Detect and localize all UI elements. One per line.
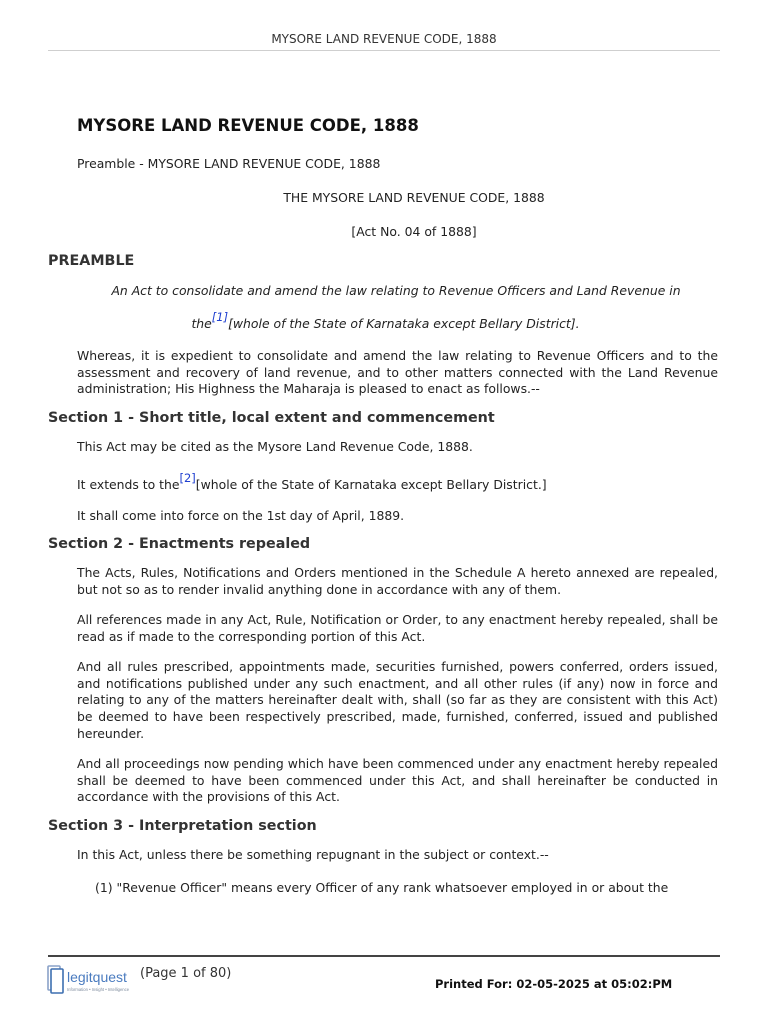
footer-divider bbox=[48, 955, 720, 957]
document-body bbox=[48, 118, 718, 897]
preamble-line-2-suffix: [whole of the State of Karnataka except Bellary District]. bbox=[228, 315, 580, 331]
logo-tagline: Information • Insight • Intelligence bbox=[67, 987, 130, 992]
section-1-heading: Section 1 - Short title, local extent and commencement bbox=[48, 409, 495, 426]
section-2-para-1: The Acts, Rules, Notifications and Orders mentioned in the Schedule A hereto annexed are repealed, but not so as to render invalid anything done in accordance with any of them. bbox=[77, 564, 718, 597]
section-1-para-1: This Act may be cited as the Mysore Land Revenue Code, 1888. bbox=[77, 438, 473, 454]
preamble-line-1: An Act to consolidate and amend the law relating to Revenue Officers and Land Revenue in bbox=[111, 282, 681, 298]
preamble-heading: PREAMBLE bbox=[48, 253, 135, 270]
section-2-para-3: And all rules prescribed, appointments made, securities furnished, powers conferred, orders issued, and notifications published under any such enactment, and all other rules (if any) now in force and relating to any of the matters hereinafter dealt with, shall (so far as they are consistent with this Act) be deemed to have been respectively prescribed, made, furnished, conferred, issued and published hereunder. bbox=[77, 659, 718, 741]
document-title: MYSORE LAND REVENUE CODE, 1888 bbox=[77, 116, 419, 135]
printed-for-stamp: Printed For: 02-05-2025 at 05:02:PM bbox=[435, 977, 673, 991]
section-1-para-2-suffix: [whole of the State of Karnataka except Bellary District.] bbox=[195, 477, 547, 493]
legitquest-logo bbox=[47, 964, 137, 996]
preamble-line-2-prefix: the bbox=[191, 315, 212, 331]
preamble-link-line: Preamble - MYSORE LAND REVENUE CODE, 1888 bbox=[77, 155, 381, 171]
section-2-para-4: And all proceedings now pending which have been commenced under any enactment hereby repealed shall be deemed to have been commenced under this Act, and shall hereinafter be conducted in accordance with the provisions of this Act. bbox=[77, 756, 718, 805]
section-2-heading: Section 2 - Enactments repealed bbox=[48, 536, 311, 553]
running-header: MYSORE LAND REVENUE CODE, 1888 bbox=[48, 32, 720, 51]
logo-wordmark: legitquest bbox=[67, 969, 127, 985]
section-1-para-3: It shall come into force on the 1st day of April, 1889. bbox=[77, 507, 405, 523]
footnote-link-2[interactable]: [2] bbox=[179, 471, 196, 486]
act-number: [Act No. 04 of 1888] bbox=[351, 223, 477, 239]
page-number: (Page 1 of 80) bbox=[140, 966, 232, 981]
section-2-para-2: All references made in any Act, Rule, Notification or Order, to any enactment hereby repealed, shall be read as if made to the corresponding portion of this Act. bbox=[77, 612, 718, 644]
preamble-line-2 bbox=[48, 309, 718, 333]
whereas-paragraph: Whereas, it is expedient to consolidate and amend the law relating to Revenue Officers and to the assessment and recovery of land revenue, and to other matters connected with the Land Revenue administration; His Highness the Maharaja is pleased to enact as follows.-- bbox=[77, 348, 718, 397]
section-3-para-1: In this Act, unless there be something repugnant in the subject or context.-- bbox=[77, 846, 549, 862]
section-3-item-1: (1) "Revenue Officer" means every Officer of any rank whatsoever employed in or about the bbox=[95, 880, 669, 896]
section-3-heading: Section 3 - Interpretation section bbox=[48, 818, 317, 835]
footnote-link-1[interactable]: [1] bbox=[211, 309, 229, 324]
section-1-para-2 bbox=[77, 471, 718, 494]
act-subtitle: THE MYSORE LAND REVENUE CODE, 1888 bbox=[283, 190, 545, 206]
section-1-para-2-prefix: It extends to the bbox=[77, 477, 180, 493]
